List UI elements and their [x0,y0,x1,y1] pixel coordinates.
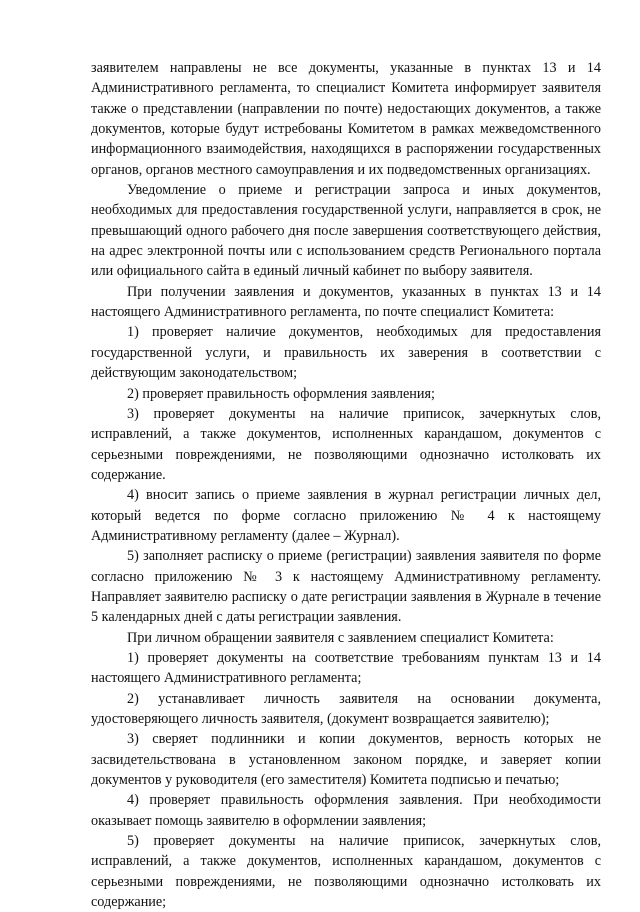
paragraph-8: 5) заполняет расписку о приеме (регистрации) заявления заявителя по форме согласно приложению № 3 к настоящему Административному регламенту. Направляет заявителю расписку о дате регистрации заявления в Журнале в течение 5 календарных дней с даты регистрации заявления. [91,548,601,626]
paragraph-10: 1) проверяет документы на соответствие требованиям пунктам 13 и 14 настоящего Административного регламента; [91,649,601,687]
paragraph-2: Уведомление о приеме и регистрации запроса и иных документов, необходимых для предоставления государственной услуги, направляется в срок, не превышающий одного рабочего дня после завершения соответствующего действия, на адрес электронной почты или с использованием средств Регионального портала или официального сайта в единый личный кабинет по выбору заявителя. [91,182,601,280]
paragraph-14: 5) проверяет документы на наличие приписок, зачеркнутых слов, исправлений, а также документов, исполненных карандашом, документов с серьезными повреждениями, не позволяющими однозначно истолковать их содержание; [91,833,601,911]
paragraph-9: При личном обращении заявителя с заявлением специалист Комитета: [127,629,554,646]
document-page [91,58,601,912]
paragraph-4: 1) проверяет наличие документов, необходимых для предоставления государственной услуги, и правильность их заверения в соответствии с действующим законодательством; [91,324,601,382]
paragraph-3: При получении заявления и документов, указанных в пунктах 13 и 14 настоящего Административного регламента, по почте специалист Комитета: [91,283,601,321]
paragraph-13: 4) проверяет правильность оформления заявления. При необходимости оказывает помощь заявителю в оформлении заявления; [91,792,601,829]
paragraph-1: заявителем направлены не все документы, указанные в пунктах 13 и 14 Административного регламента, то специалист Комитета информирует заявителя также о представлении (направлении по почте) недостающих документов, а также документов, которые будут истребованы Комитетом в рамках межведомственного информационного взаимодействия, находящихся в распоряжении государственных органов, органов местного самоуправления и их подведомственных организациях. [91,60,601,178]
paragraph-7: 4) вносит запись о приеме заявления в журнал регистрации личных дел, который ведется по форме согласно приложению № 4 к настоящему Административному регламенту (далее – Журнал). [91,487,601,544]
paragraph-5: 2) проверяет правильность оформления заявления; [127,385,435,402]
paragraph-11: 2) устанавливает личность заявителя на основании документа, удостоверяющего личность заявителя, (документ возвращается заявителю); [91,690,601,727]
paragraph-12: 3) сверяет подлинники и копии документов, верность которых не засвидетельствована в установленном законом порядке, и заверяет копии документов у руководителя (его заместителя) Комитета подписью и печатью; [91,731,601,789]
paragraph-6: 3) проверяет документы на наличие приписок, зачеркнутых слов, исправлений, а также документов, исполненных карандашом, документов с серьезными повреждениями, не позволяющими однозначно истолковать их содержание. [91,405,601,483]
